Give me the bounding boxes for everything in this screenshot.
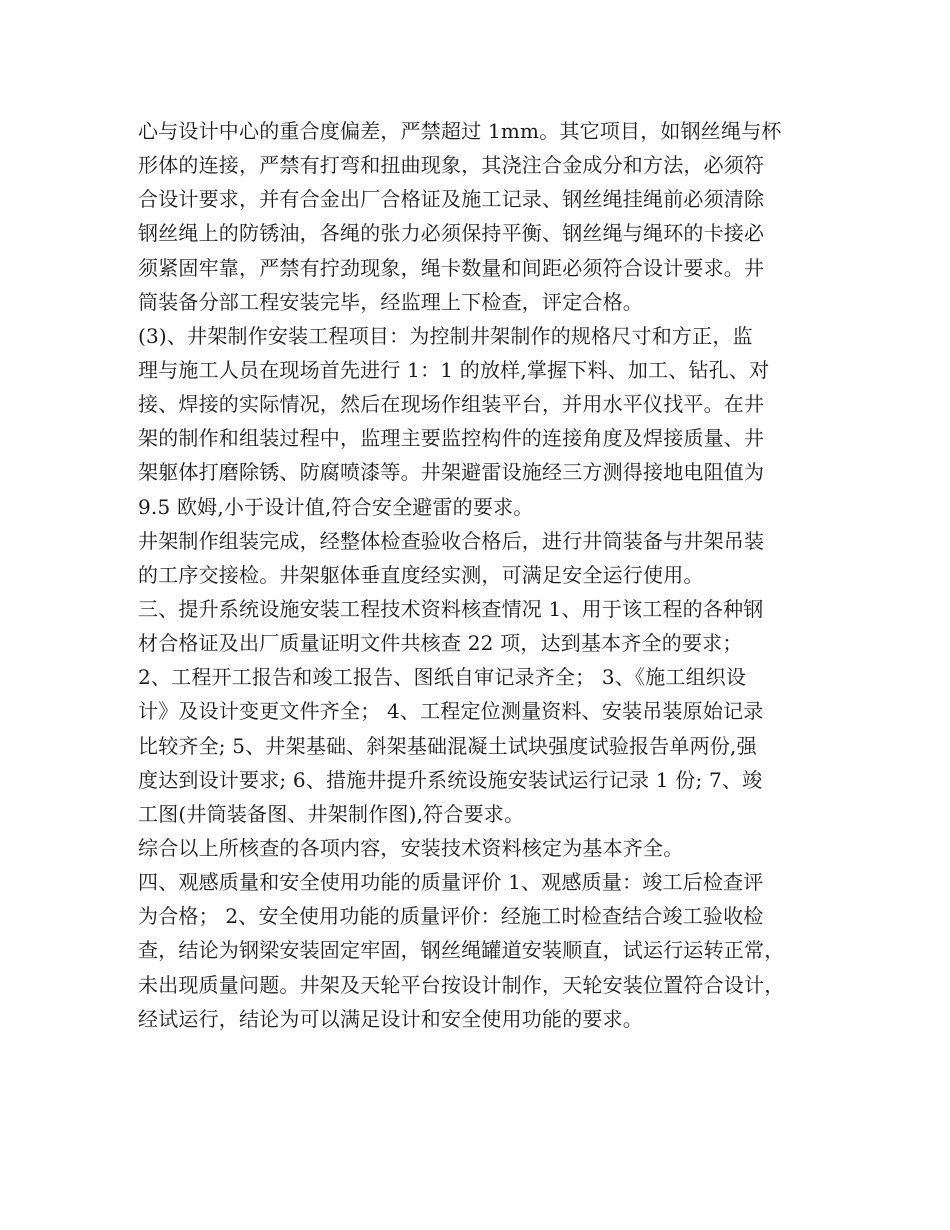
text-line: 架的制作和组装过程中，监理主要监控构件的连接角度及焊接质量、井	[138, 426, 765, 451]
text-line: 2、工程开工报告和竣工报告、图纸自审记录齐全； 3、《施工组织设	[138, 665, 747, 690]
text-line: 四、观感质量和安全使用功能的质量评价 1、观感质量：竣工后检查评	[138, 870, 764, 895]
text-line: 材合格证及出厂质量证明文件共核查 22 项，达到基本齐全的要求；	[138, 631, 743, 656]
text-line: 比较齐全; 5、井架基础、斜架基础混凝土试块强度试验报告单两份,强	[138, 733, 757, 758]
text-line: 查，结论为钢梁安装固定牢固，钢丝绳罐道安装顺直，试运行运转正常，	[138, 938, 785, 963]
document-body	[138, 114, 818, 1036]
text-line: 筒装备分部工程安装完毕，经监理上下检查，评定合格。	[138, 289, 643, 314]
text-line: 的工序交接检。井架躯体垂直度经实测，可满足安全运行使用。	[138, 562, 704, 587]
text-line: 钢丝绳上的防锈油，各绳的张力必须保持平衡、钢丝绳与绳环的卡接必	[138, 221, 765, 246]
text-line: 理与施工人员在现场首先进行 1：1 的放样,掌握下料、加工、钻孔、对	[138, 357, 770, 382]
text-line: 心与设计中心的重合度偏差，严禁超过 1mm。其它项目，如钢丝绳与杯	[138, 119, 782, 143]
text-line: 工图(井筒装备图、井架制作图),符合要求。	[138, 801, 525, 826]
text-line: 架躯体打磨除锈、防腐喷漆等。井架避雷设施经三方测得接地电阻值为	[138, 460, 765, 485]
text-line: 经试运行，结论为可以满足设计和安全使用功能的要求。	[138, 1006, 643, 1031]
text-line: 须紧固牢靠，严禁有拧劲现象，绳卡数量和间距必须符合设计要求。井	[138, 255, 765, 280]
text-line: 9.5 欧姆,小于设计值,符合安全避雷的要求。	[138, 494, 534, 519]
text-line: 未出现质量问题。井架及天轮平台按设计制作，天轮安装位置符合设计，	[138, 972, 785, 997]
text-line: 计》及设计变更文件齐全； 4、工程定位测量资料、安装吊装原始记录	[138, 699, 764, 724]
text-line: 接、焊接的实际情况，然后在现场作组装平台，并用水平仪找平。在井	[138, 392, 765, 417]
text-line: 为合格； 2、安全使用功能的质量评价：经施工时检查结合竣工验收检	[138, 904, 764, 929]
text-line: 三、提升系统设施安装工程技术资料核查情况 1、用于该工程的各种钢	[138, 596, 764, 621]
text-line: 井架制作组装完成，经整体检查验收合格后，进行井筒装备与井架吊装	[138, 528, 765, 553]
text-line: 形体的连接，严禁有打弯和扭曲现象，其浇注合金成分和方法，必须符	[138, 153, 765, 178]
text-line: 合设计要求，并有合金出厂合格证及施工记录、钢丝绳挂绳前必须清除	[138, 187, 765, 212]
text-line: (3)、井架制作安装工程项目：为控制井架制作的规格尺寸和方正，监	[138, 323, 753, 348]
text-line: 综合以上所核查的各项内容，安装技术资料核定为基本齐全。	[138, 835, 684, 860]
text-line: 度达到设计要求; 6、措施井提升系统设施安装试运行记录 1 份; 7、竣	[138, 767, 763, 792]
